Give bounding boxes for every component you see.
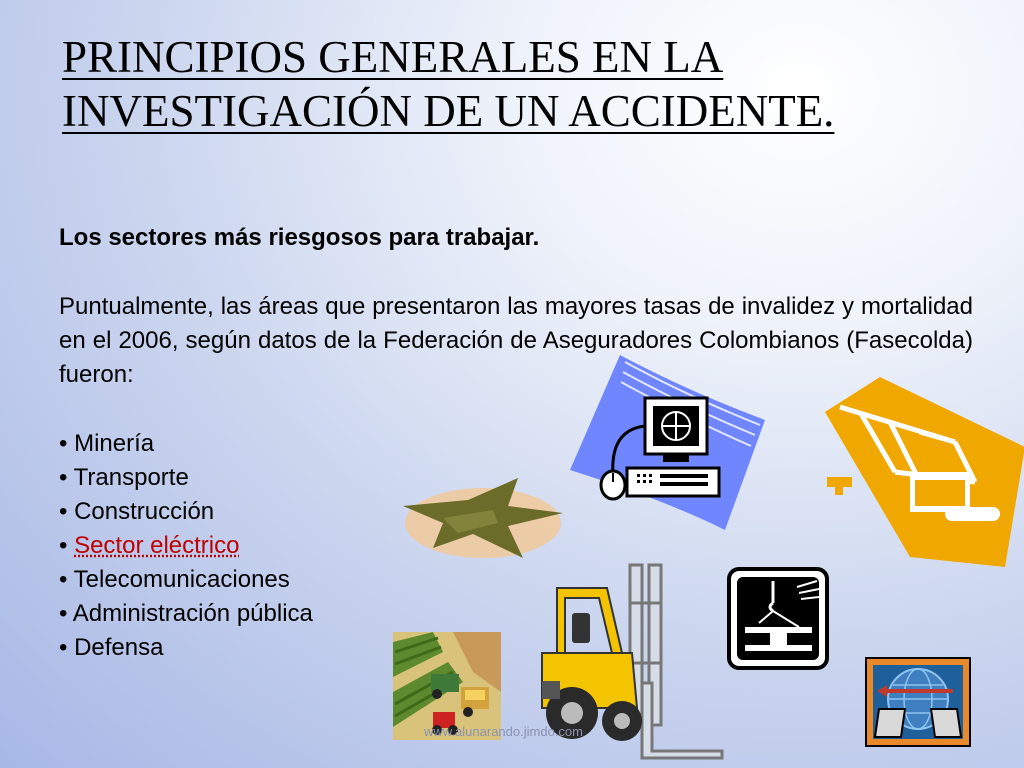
crane-icon: [815, 372, 1024, 567]
sector-list: [59, 427, 313, 665]
list-item-sector-electrico[interactable]: • Sector eléctrico: [59, 529, 313, 563]
watermark: www.alunarando.jimdo.com: [424, 724, 583, 739]
title-line-1: PRINCIPIOS GENERALES EN LA: [62, 32, 724, 82]
network-globe-icon: [865, 657, 971, 747]
section-heading: Los sectores más riesgosos para trabajar.: [59, 224, 540, 251]
steel-beam-sign-icon: [727, 567, 829, 670]
title-line-2: INVESTIGACIÓN DE UN ACCIDENTE.: [62, 86, 835, 136]
list-item-administracion-publica: • Administración pública: [59, 597, 313, 631]
list-item-transporte: • Transporte: [59, 461, 313, 495]
list-item-defensa: • Defensa: [59, 631, 313, 665]
intro-paragraph: Puntualmente, las áreas que presentaron las mayores tasas de invalidez y mortalidad en el 2006, según datos de la Federación de Aseguradores Colombianos (Fasecolda) fueron:: [59, 293, 973, 388]
fighter-jet-icon: [398, 478, 568, 568]
list-item-mineria: • Minería: [59, 427, 313, 461]
computer-icon: [565, 350, 785, 530]
list-item-telecomunicaciones: • Telecomunicaciones: [59, 563, 313, 597]
list-item-construccion: • Construcción: [59, 495, 313, 529]
slide-title: [62, 30, 982, 138]
